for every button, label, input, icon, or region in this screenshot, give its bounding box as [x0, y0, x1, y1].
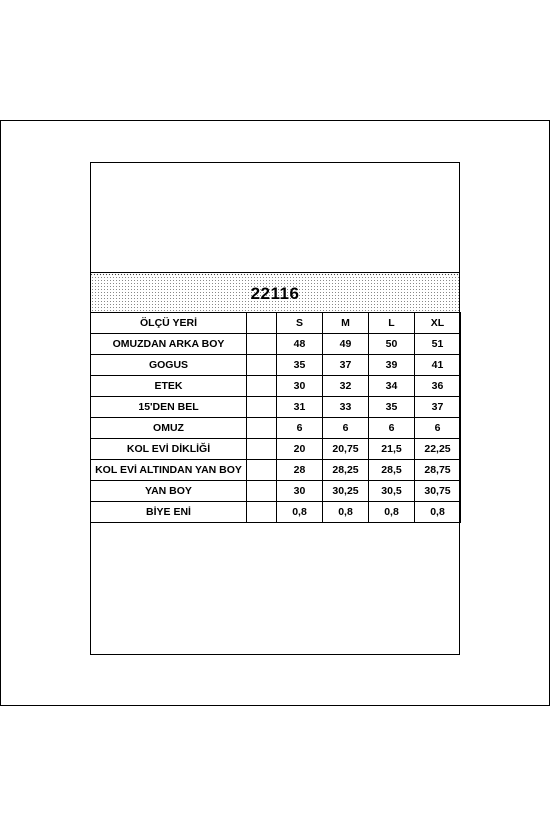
- measurement-value: 21,5: [369, 439, 415, 460]
- measurement-value: 34: [369, 376, 415, 397]
- measurement-value: 6: [369, 418, 415, 439]
- measurement-value: 50: [369, 334, 415, 355]
- header-label: ÖLÇÜ YERİ: [91, 313, 247, 334]
- row-label: BİYE ENİ: [91, 502, 247, 523]
- measurement-value: 20: [277, 439, 323, 460]
- measurement-value: 0,8: [369, 502, 415, 523]
- table-row: [91, 355, 461, 376]
- table-body: [91, 334, 461, 523]
- row-label: GOGUS: [91, 355, 247, 376]
- measurement-value: 35: [277, 355, 323, 376]
- row-label: OMUZDAN ARKA BOY: [91, 334, 247, 355]
- measurement-value: 30,25: [323, 481, 369, 502]
- measurement-value: 49: [323, 334, 369, 355]
- size-header: L: [369, 313, 415, 334]
- blank-cell: [247, 502, 277, 523]
- size-header: S: [277, 313, 323, 334]
- blank-cell: [247, 313, 277, 334]
- measurement-value: 6: [415, 418, 461, 439]
- blank-cell: [247, 376, 277, 397]
- blank-cell: [247, 460, 277, 481]
- measurement-value: 6: [277, 418, 323, 439]
- measurement-value: 37: [323, 355, 369, 376]
- measurement-value: 30,75: [415, 481, 461, 502]
- measurement-value: 0,8: [323, 502, 369, 523]
- row-label: ETEK: [91, 376, 247, 397]
- blank-cell: [247, 418, 277, 439]
- row-label: 15'DEN BEL: [91, 397, 247, 418]
- measurement-value: 32: [323, 376, 369, 397]
- measurement-value: 28: [277, 460, 323, 481]
- measurement-value: 51: [415, 334, 461, 355]
- size-table: [90, 312, 461, 523]
- blank-cell: [247, 334, 277, 355]
- measurement-value: 0,8: [277, 502, 323, 523]
- table-row: [91, 439, 461, 460]
- row-label: KOL EVİ DİKLİĞİ: [91, 439, 247, 460]
- measurement-value: 30: [277, 376, 323, 397]
- row-label: YAN BOY: [91, 481, 247, 502]
- size-chart: [90, 272, 460, 523]
- measurement-value: 48: [277, 334, 323, 355]
- blank-cell: [247, 355, 277, 376]
- measurement-value: 20,75: [323, 439, 369, 460]
- blank-cell: [247, 397, 277, 418]
- blank-cell: [247, 439, 277, 460]
- measurement-value: 41: [415, 355, 461, 376]
- table-row: [91, 334, 461, 355]
- row-label: KOL EVİ ALTINDAN YAN BOY: [91, 460, 247, 481]
- measurement-value: 36: [415, 376, 461, 397]
- measurement-value: 28,25: [323, 460, 369, 481]
- table-row: [91, 460, 461, 481]
- measurement-value: 35: [369, 397, 415, 418]
- measurement-value: 33: [323, 397, 369, 418]
- size-header: XL: [415, 313, 461, 334]
- size-header: M: [323, 313, 369, 334]
- measurement-value: 31: [277, 397, 323, 418]
- table-row: [91, 397, 461, 418]
- table-row: [91, 418, 461, 439]
- measurement-value: 0,8: [415, 502, 461, 523]
- table-row: [91, 502, 461, 523]
- table-row: [91, 376, 461, 397]
- measurement-value: 37: [415, 397, 461, 418]
- header-row: [91, 313, 461, 334]
- title-row: [90, 276, 460, 312]
- row-label: OMUZ: [91, 418, 247, 439]
- table-row: [91, 481, 461, 502]
- blank-cell: [247, 481, 277, 502]
- measurement-value: 30,5: [369, 481, 415, 502]
- measurement-value: 22,25: [415, 439, 461, 460]
- measurement-value: 39: [369, 355, 415, 376]
- measurement-value: 28,75: [415, 460, 461, 481]
- model-code: 22116: [250, 284, 300, 303]
- measurement-value: 28,5: [369, 460, 415, 481]
- measurement-value: 30: [277, 481, 323, 502]
- measurement-value: 6: [323, 418, 369, 439]
